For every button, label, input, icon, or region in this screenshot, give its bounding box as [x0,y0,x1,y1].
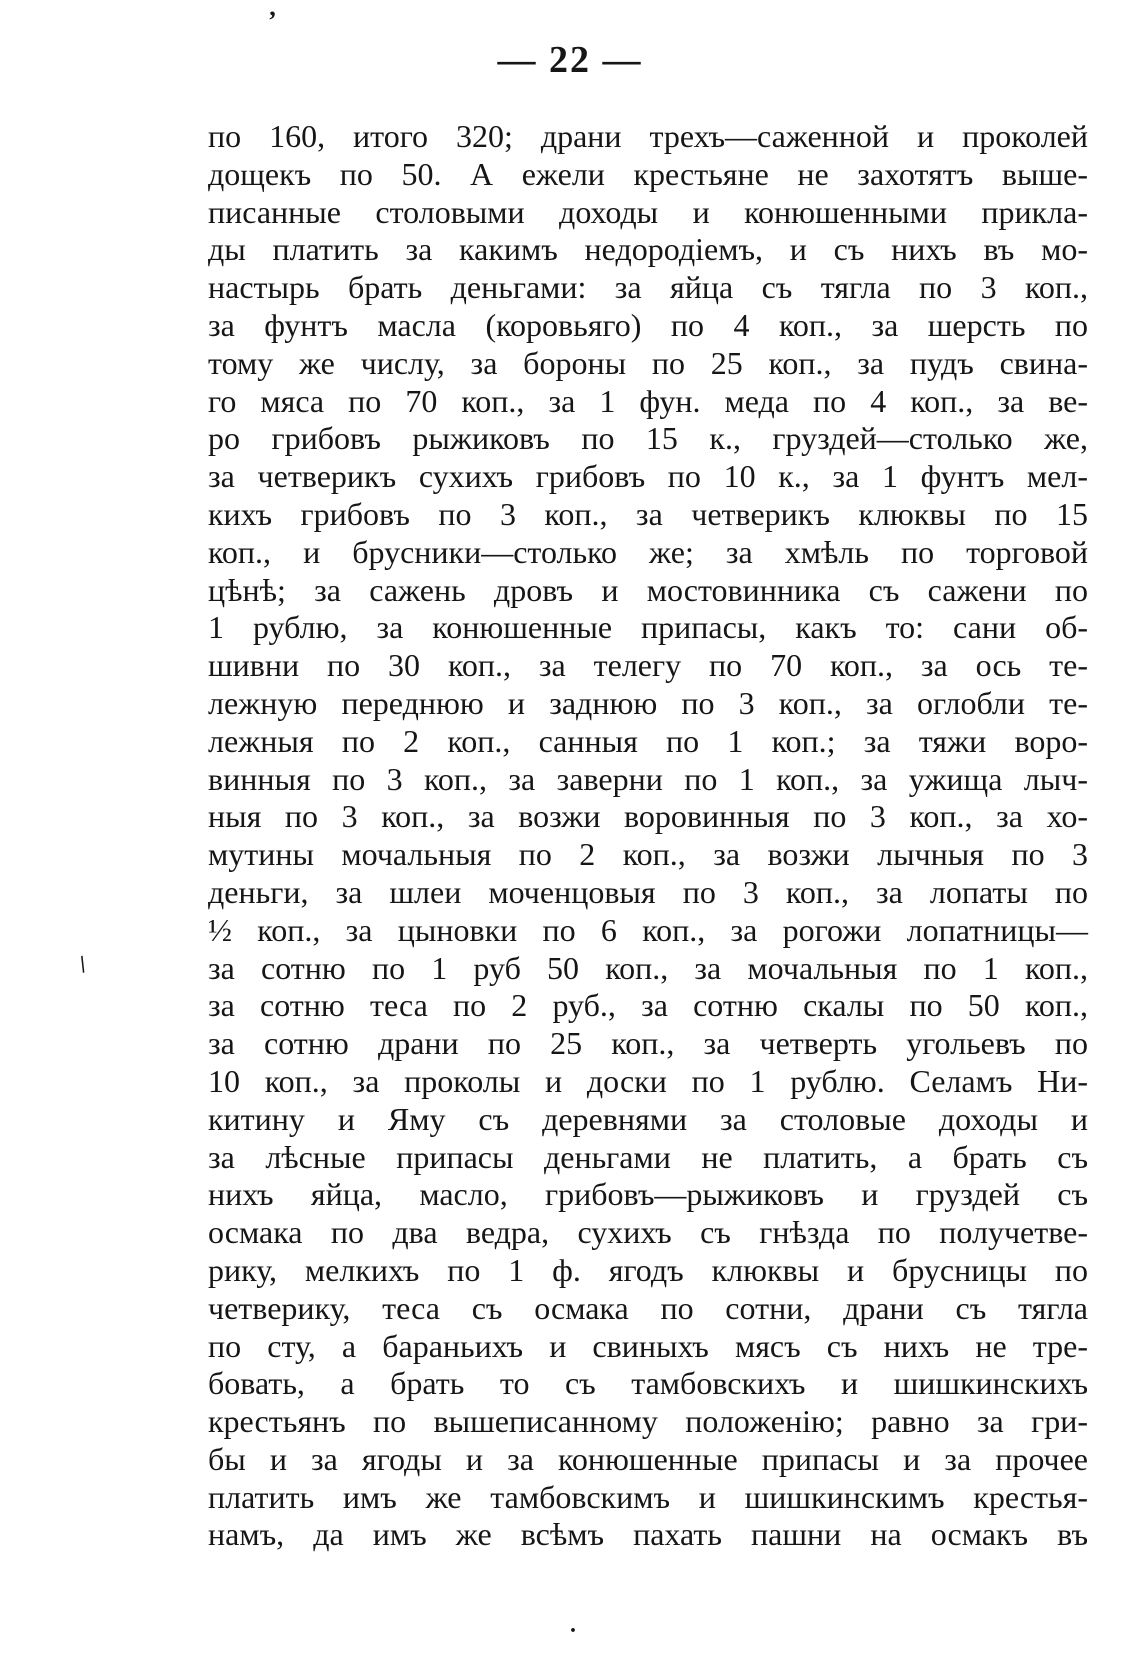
text-line: за сотню по 1 руб 50 коп., за мочальныя по 1 коп., [208,949,1088,986]
text-line: мутины мочальныя по 2 коп., за возжи лычныя по 3 [208,836,1088,873]
text-line: лежную переднюю и заднюю по 3 коп., за оглобли те- [208,684,1088,721]
text-line: шивни по 30 коп., за телегу по 70 коп., за ось те- [208,647,1088,684]
text-line: кихъ грибовъ по 3 коп., за четверикъ клюквы по 15 [208,495,1088,532]
text-line: за сотню теса по 2 руб., за сотню скалы по 50 коп., [208,987,1088,1024]
text-line: бовать, а брать то съ тамбовскихъ и шишкинскихъ [208,1365,1088,1402]
text-line: коп., и брусники—столько же; за хмѣль по торговой [208,533,1088,570]
text-line: лежныя по 2 коп., санныя по 1 коп.; за тяжи воро- [208,722,1088,759]
text-line: китину и Яму съ деревнями за столовые доходы и [208,1100,1088,1137]
text-line: крестьянъ по вышеписанному положенію; равно за гри- [208,1403,1088,1440]
body-text [208,118,1088,1554]
text-line: за фунтъ масла (коровьяго) по 4 коп., за шерсть по [208,306,1088,343]
text-line: за сотню драни по 25 коп., за четверть угольевъ по [208,1025,1088,1062]
text-line: дощекъ по 50. А ежели крестьяне не захотятъ выше- [208,155,1088,192]
text-line: тому же числу, за бороны по 25 коп., за пудъ свина- [208,344,1088,381]
text-line: го мяса по 70 коп., за 1 фун. меда по 4 коп., за ве- [208,382,1088,419]
text-line: деньги, за шлеи моченцовыя по 3 коп., за лопаты по [208,873,1088,910]
text-line: 10 коп., за проколы и доски по 1 рублю. Селамъ Ни- [208,1062,1088,1099]
text-line: настырь брать деньгами: за яйца съ тягла по 3 коп., [208,269,1088,306]
text-line: за четверикъ сухихъ грибовъ по 10 к., за 1 фунтъ мел- [208,458,1088,495]
text-line: ро грибовъ рыжиковъ по 15 к., груздей—столько же, [208,420,1088,457]
text-line: цѣнѣ; за сажень дровъ и мостовинника съ сажени по [208,571,1088,608]
ink-mark-top: ’ [268,6,277,35]
page-number: — 22 — [497,39,643,81]
text-line: по сту, а бараньихъ и свиныхъ мясъ съ нихъ не тре- [208,1327,1088,1364]
text-line: ½ коп., за цыновки по 6 коп., за рогожи лопатницы— [208,911,1088,948]
text-line: ды платить за какимъ недородіемъ, и съ нихъ въ мо- [208,231,1088,268]
text-line: платить имъ же тамбовскимъ и шишкинскимъ крестья- [208,1478,1088,1515]
text-line: писанные столовыми доходы и конюшенными прикла- [208,193,1088,230]
ink-mark-left: / [74,951,92,979]
text-line: винныя по 3 коп., за заверни по 1 коп., за ужища лыч- [208,760,1088,797]
text-line: по 160, итого 320; драни трехъ—саженной и проколей [208,118,1088,154]
text-line: за лѣсные припасы деньгами не платить, а брать съ [208,1138,1088,1175]
text-line: осмака по два ведра, сухихъ съ гнѣзда по получетве- [208,1214,1088,1251]
text-line: нихъ яйца, масло, грибовъ—рыжиковъ и груздей съ [208,1176,1088,1213]
text-line: бы и за ягоды и за конюшенные припасы и за прочее [208,1440,1088,1477]
text-line: ныя по 3 коп., за возжи воровинныя по 3 коп., за хо- [208,798,1088,835]
ink-mark-bottom: . [570,1612,576,1638]
text-line: намъ, да имъ же всѣмъ пахать пашни на осмакъ въ [208,1516,1088,1553]
text-line: рику, мелкихъ по 1 ф. ягодъ клюквы и брусницы по [208,1251,1088,1288]
text-line: четверику, теса съ осмака по сотни, драни съ тягла [208,1289,1088,1326]
text-line: 1 рублю, за конюшенные припасы, какъ то: сани об- [208,609,1088,646]
